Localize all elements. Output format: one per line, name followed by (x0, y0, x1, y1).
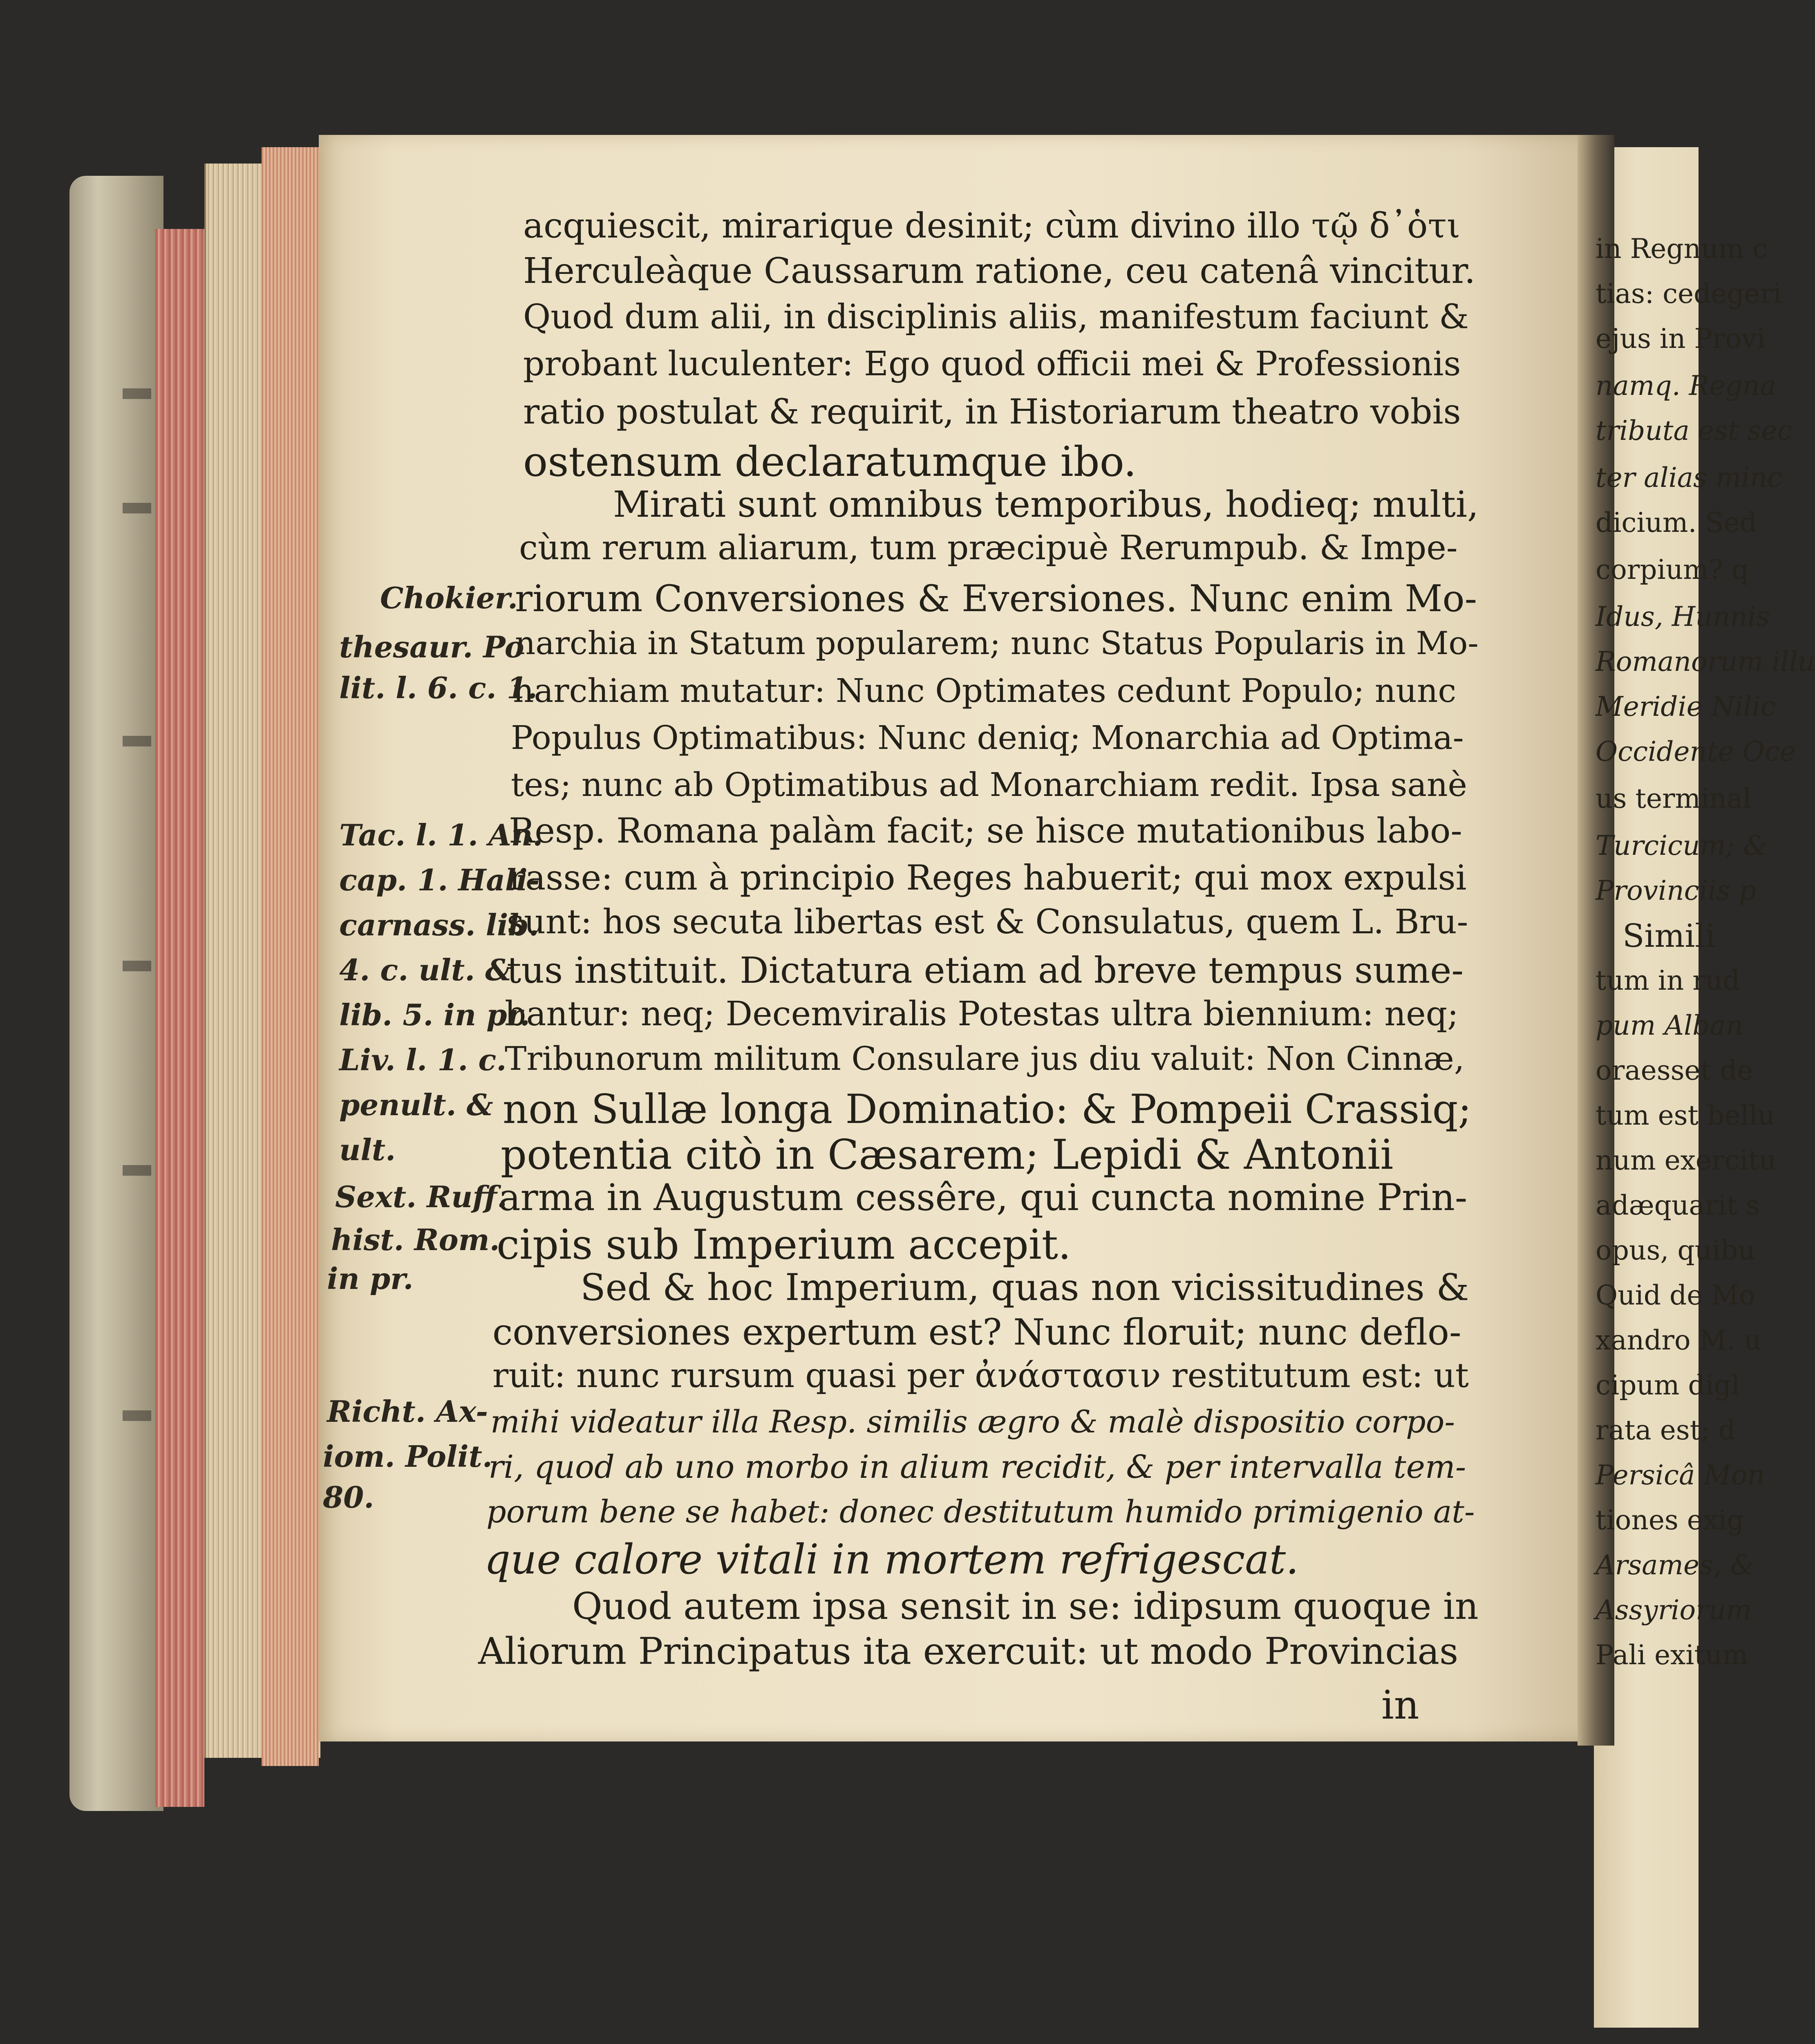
marginal-note: lib. 5. in pr. (339, 997, 530, 1032)
text-line: Aliorum Principatus ita exercuit: ut modo Provincias (478, 1630, 1459, 1673)
marginal-note: thesaur. Po (339, 630, 524, 664)
right-page-line: Assyriorum (1596, 1594, 1752, 1626)
text-line: tus instituit. Dictatura etiam ad breve tempus sume- (507, 949, 1464, 991)
right-page-line: tum est bellu (1596, 1100, 1775, 1131)
red-page-edges (155, 229, 204, 1807)
page-stack-red-edge (262, 147, 319, 1766)
marginal-note: hist. Rom. (331, 1222, 500, 1257)
right-page-line: Turcicum; & (1596, 830, 1768, 861)
right-page-line: tributa est sec (1596, 415, 1793, 446)
text-line: ratio postulat & requirit, in Historiarum theatro vobis (523, 392, 1461, 432)
right-page-line: tias: cedegeri (1596, 278, 1782, 309)
right-page-line: pum Alban (1596, 1010, 1743, 1041)
right-page-line: oraesset de (1596, 1055, 1753, 1086)
right-page-line: Romanorum illu (1596, 646, 1815, 677)
text-line: narchia in Statum popularem; nunc Status Popularis in Mo- (515, 625, 1479, 662)
right-page-line: dicium. Sed (1596, 507, 1757, 538)
text-line: Resp. Romana palàm facit; se hisce mutationibus labo- (509, 811, 1462, 851)
right-page-line: cipum digl (1596, 1369, 1740, 1401)
right-page-line: tum in rud (1596, 965, 1740, 996)
right-page-line: Arsames, & (1596, 1549, 1755, 1581)
text-line: mihi videatur illa Resp. similis ægro & malè dispositio corpo- (490, 1403, 1455, 1440)
marginal-note: penult. & (339, 1087, 493, 1122)
marginal-note: Chokier. (380, 580, 518, 615)
right-page-line: adæquarit s (1596, 1190, 1760, 1221)
book-spine (69, 176, 163, 1811)
marginal-note: Tac. l. 1. An. (339, 818, 543, 852)
right-page-line: Idus, Hunnis (1596, 601, 1770, 632)
right-page-line: in Regnum c (1596, 233, 1768, 264)
text-line: que calore vitali in mortem refrigescat. (484, 1535, 1299, 1583)
right-page-line: Quid de Mo (1596, 1280, 1755, 1311)
right-page-line: Pali exitum (1596, 1639, 1748, 1671)
text-line: sunt: hos secuta libertas est & Consulatus, quem L. Bru- (507, 903, 1468, 941)
text-line: Mirati sunt omnibus temporibus, hodieq; multi, (613, 483, 1479, 525)
spine-band-mark (123, 388, 151, 399)
right-page-line: num exercitu (1596, 1145, 1777, 1176)
text-line: tes; nunc ab Optimatibus ad Monarchiam redit. Ipsa sanè (511, 766, 1467, 804)
text-line: Populus Optimatibus: Nunc deniq; Monarchia ad Optima- (511, 719, 1464, 757)
right-page-line: Persicâ Mon (1596, 1459, 1765, 1491)
marginal-note: 80. (323, 1480, 374, 1515)
marginal-note: cap. 1. Hali- (339, 863, 540, 897)
text-line: potentia citò in Cæsarem; Lepidi & Antonii (501, 1131, 1394, 1179)
text-line: non Sullæ longa Dominatio: & Pompeii Crassiq; (503, 1086, 1472, 1133)
catchword: in (1381, 1682, 1419, 1728)
text-line: arma in Augustum cessêre, qui cuncta nomine Prin- (499, 1176, 1468, 1219)
right-page-line: Simili (1623, 918, 1716, 955)
right-page-line: Provinciis p (1596, 875, 1756, 906)
marginal-note: 4. c. ult. & (339, 953, 512, 987)
text-line: cùm rerum aliarum, tum præcipuè Rerumpub. & Impe- (519, 529, 1458, 567)
text-line: riorum Conversiones & Eversiones. Nunc enim Mo- (515, 577, 1477, 620)
right-page-line: rata est; d (1596, 1414, 1736, 1446)
text-line: narchiam mutatur: Nunc Optimates cedunt Populo; nunc (513, 672, 1457, 710)
text-line: ostensum declaratumque ibo. (523, 438, 1137, 486)
right-page-line: corpium? q (1596, 554, 1749, 585)
text-line: porum bene se habet: donec destitutum humido primigenio at- (486, 1493, 1475, 1530)
right-page-line: xandro M. u (1596, 1325, 1761, 1356)
text-line: Quod dum alii, in disciplinis aliis, manifestum faciunt & (523, 298, 1469, 336)
marginal-note: Richt. Ax- (327, 1394, 488, 1429)
spine-band-mark (123, 1165, 151, 1176)
right-page-line: Meridie Nilic (1596, 691, 1776, 722)
text-line: acquiescit, mirarique desinit; cùm divino illo τῷ δ᾽ὁτι (523, 206, 1460, 246)
right-page-line: us terminal (1596, 783, 1752, 814)
marginal-note: in pr. (327, 1261, 414, 1296)
text-line: cipis sub Imperium accepit. (497, 1221, 1071, 1269)
marginal-note: iom. Polit. (323, 1439, 492, 1474)
text-line: Herculeàque Caussarum ratione, ceu catenâ vincitur. (523, 251, 1476, 291)
marginal-note: Sext. Ruff. (335, 1179, 507, 1214)
text-line: probant luculenter: Ego quod officii mei & Professionis (523, 345, 1461, 383)
right-page-line: ter alias minc (1596, 462, 1783, 493)
text-line: conversiones expertum est? Nunc floruit; nunc deflo- (492, 1311, 1461, 1353)
text-line: ri, quod ab uno morbo in alium recidit, & per intervalla tem- (488, 1449, 1466, 1486)
right-page-line: opus, quibu (1596, 1235, 1755, 1266)
spine-band-mark (123, 736, 151, 746)
text-line: bantur: neq; Decemviralis Potestas ultra biennium: neq; (505, 995, 1459, 1033)
marginal-note: lit. l. 6. c. 1. (339, 670, 537, 705)
right-page-line: namq. Regna (1596, 370, 1776, 401)
text-line: Quod autem ipsa sensit in se: idipsum quoque in (572, 1585, 1479, 1628)
right-page-line: tiones exig (1596, 1504, 1744, 1536)
text-line: rasse: cum à principio Reges habuerit; qui mox expulsi (509, 858, 1467, 898)
text-line: Sed & hoc Imperium, quas non vicissitudines & (580, 1266, 1469, 1309)
marginal-note: ult. (339, 1132, 396, 1167)
spine-band-mark (123, 503, 151, 513)
text-line: ruit: nunc rursum quasi per ἀνάστασιν restitutum est: ut (492, 1356, 1469, 1395)
spine-band-mark (123, 1410, 151, 1421)
right-page-line: ejus in Provi (1596, 323, 1766, 354)
right-page-line: Occidente Oce (1596, 736, 1796, 767)
spine-band-mark (123, 961, 151, 971)
marginal-note: carnass. lib. (339, 908, 539, 942)
text-line: Tribunorum militum Consulare jus diu valuit: Non Cinnæ, (505, 1040, 1465, 1078)
marginal-note: Liv. l. 1. c. (339, 1042, 507, 1077)
